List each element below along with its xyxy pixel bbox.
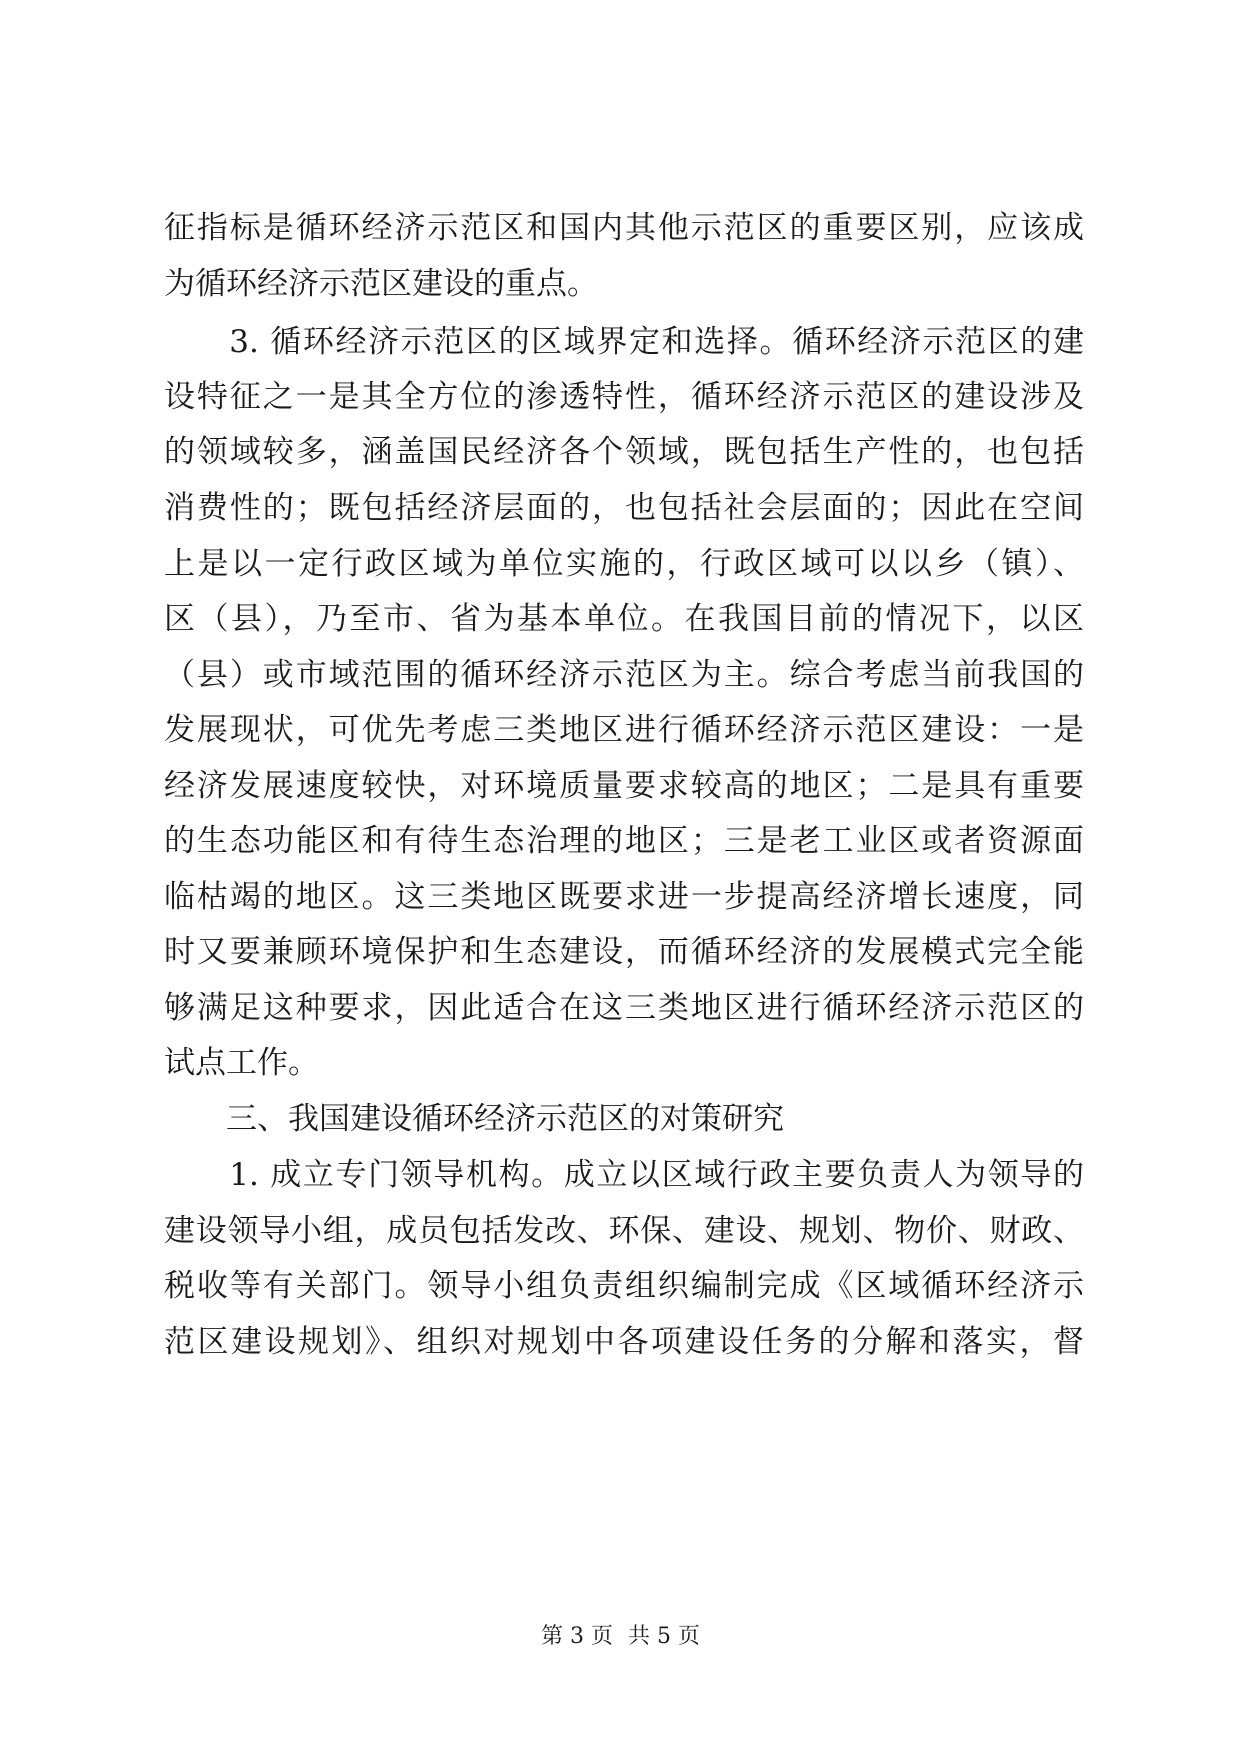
section-heading: 三、我国建设循环经济示范区的对策研究 — [164, 1101, 784, 1137]
body-line: 经济发展速度较快，对环境质量要求较高的地区；二是具有重要 — [164, 768, 1084, 804]
body-line: 的领域较多，涵盖国民经济各个领域，既包括生产性的，也包括 — [164, 434, 1084, 470]
page-footer — [0, 1622, 1241, 1652]
body-line: 为循环经济示范区建设的重点。 — [164, 266, 598, 302]
body-line: 范区建设规划》、组织对规划中各项建设任务的分解和落实，督 — [164, 1324, 1084, 1360]
body-line: 税收等有关部门。领导小组负责组织编制完成《区域循环经济示 — [164, 1268, 1084, 1304]
body-line: 设特征之一是其全方位的渗透特性，循环经济示范区的建设涉及 — [164, 379, 1084, 415]
body-line: 消费性的；既包括经济层面的，也包括社会层面的；因此在空间 — [164, 490, 1084, 526]
body-line: （县）或市域范围的循环经济示范区为主。综合考虑当前我国的 — [164, 657, 1084, 693]
body-line: 时又要兼顾环境保护和生态建设，而循环经济的发展模式完全能 — [164, 934, 1084, 970]
body-line: 1. 成立专门领导机构。成立以区域行政主要负责人为领导的 — [164, 1157, 1084, 1193]
body-line: 临枯竭的地区。这三类地区既要求进一步提高经济增长速度，同 — [164, 879, 1084, 915]
body-line: 的生态功能区和有待生态治理的地区；三是老工业区或者资源面 — [164, 823, 1084, 859]
body-line: 3. 循环经济示范区的区域界定和选择。循环经济示范区的建 — [164, 324, 1084, 360]
body-line: 建设领导小组，成员包括发改、环保、建设、规划、物价、财政、 — [164, 1213, 1084, 1249]
body-line: 够满足这种要求，因此适合在这三类地区进行循环经济示范区的 — [164, 990, 1084, 1026]
page-number: 第 3 页 — [541, 1624, 613, 1649]
page-total: 共 5 页 — [628, 1624, 700, 1649]
body-line: 区（县），乃至市、省为基本单位。在我国目前的情况下，以区 — [164, 601, 1084, 637]
body-line: 发展现状，可优先考虑三类地区进行循环经济示范区建设：一是 — [164, 712, 1084, 748]
body-line: 上是以一定行政区域为单位实施的，行政区域可以以乡（镇）、 — [164, 546, 1084, 582]
body-line: 征指标是循环经济示范区和国内其他示范区的重要区别，应该成 — [164, 210, 1084, 246]
body-line: 试点工作。 — [164, 1045, 319, 1081]
